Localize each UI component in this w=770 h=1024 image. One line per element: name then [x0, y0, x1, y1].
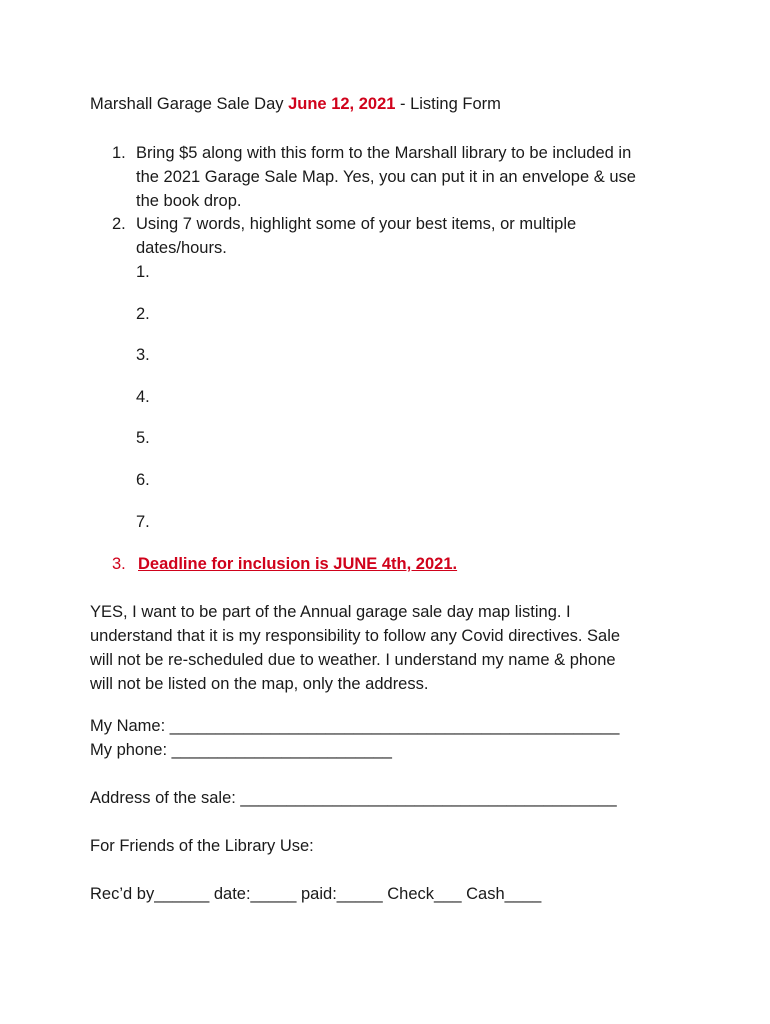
- highlight-slot-2: 2.: [136, 305, 150, 323]
- sale-date: June 12, 2021: [288, 95, 396, 113]
- deadline-text: Deadline for inclusion is JUNE 4th, 2021.: [138, 555, 458, 573]
- agreement-line-2: understand that it is my responsibility to follow any Covid directives. Sale: [90, 627, 621, 645]
- title-suffix: - Listing Form: [395, 95, 501, 113]
- item1-line-1: Bring $5 along with this form to the Marshall library to be included in: [136, 144, 632, 162]
- title-prefix: Marshall Garage Sale Day: [90, 95, 289, 113]
- highlight-slot-7: 7.: [136, 513, 150, 531]
- item3-number: 3.: [112, 555, 126, 573]
- office-record-line: Rec’d by______ date:_____ paid:_____ Check___ Cash____: [90, 885, 542, 903]
- office-use-heading: For Friends of the Library Use:: [90, 837, 314, 855]
- item2-number: 2.: [112, 215, 126, 233]
- agreement-line-4: will not be listed on the map, only the address.: [90, 675, 429, 693]
- address-field: Address of the sale: _________________________________________: [90, 789, 617, 807]
- deadline-item: [112, 552, 457, 576]
- item1-line-3: the book drop.: [136, 192, 242, 210]
- highlight-slot-5: 5.: [136, 429, 150, 447]
- item2-line-1: Using 7 words, highlight some of your best items, or multiple: [136, 215, 577, 233]
- item2-line-2: dates/hours.: [136, 239, 227, 257]
- name-field: My Name: _________________________________________________: [90, 717, 620, 735]
- agreement-line-1: YES, I want to be part of the Annual garage sale day map listing. I: [90, 603, 571, 621]
- highlight-slot-6: 6.: [136, 471, 150, 489]
- item1-number: 1.: [112, 144, 126, 162]
- highlight-slot-3: 3.: [136, 346, 150, 364]
- phone-field: My phone: ________________________: [90, 741, 392, 759]
- form-title: [90, 92, 501, 116]
- highlight-slot-1: 1.: [136, 263, 150, 281]
- highlight-slot-4: 4.: [136, 388, 150, 406]
- item1-line-2: the 2021 Garage Sale Map. Yes, you can put it in an envelope & use: [136, 168, 636, 186]
- agreement-line-3: will not be re-scheduled due to weather. I understand my name & phone: [90, 651, 616, 669]
